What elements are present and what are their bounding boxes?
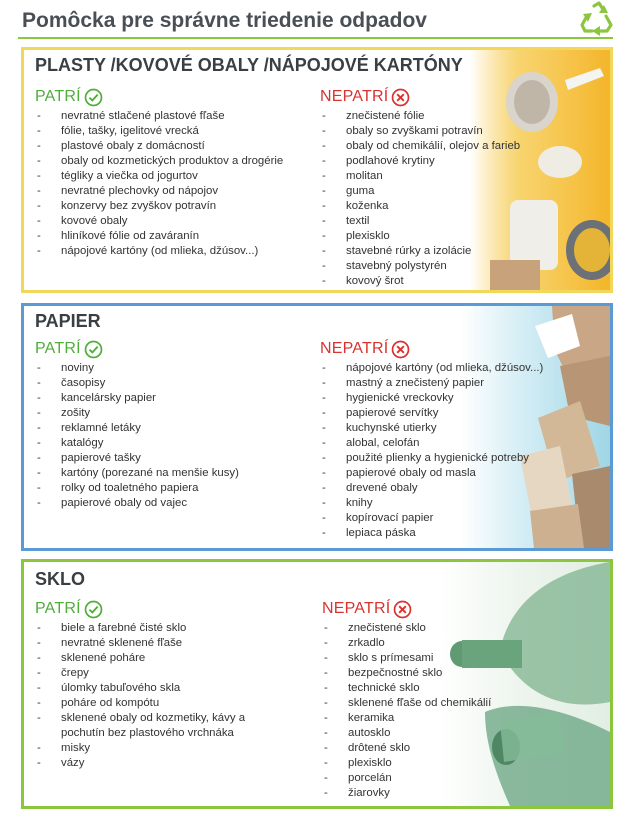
list-item: - biele a farebné čisté sklo: [35, 621, 265, 636]
section-glass: [21, 559, 613, 809]
list-item: - nápojové kartóny (od mlieka, džúsov...): [320, 361, 543, 376]
not-belongs-column: [322, 598, 491, 801]
not-belongs-list: [320, 109, 520, 289]
list-item: - keramika: [322, 711, 491, 726]
list-item: - katalógy: [35, 436, 239, 451]
x-circle-icon: [391, 88, 410, 107]
list-item: - kuchynské utierky: [320, 421, 543, 436]
list-item: - lepiaca páska: [320, 526, 543, 541]
check-circle-icon: [84, 340, 103, 359]
list-item: - použité plienky a hygienické potreby: [320, 451, 543, 466]
belongs-column: [35, 86, 283, 259]
list-item: - časopisy: [35, 376, 239, 391]
list-item: - molitan: [320, 169, 520, 184]
list-item: - nevratné plechovky od nápojov: [35, 184, 283, 199]
list-item: - knihy: [320, 496, 543, 511]
list-item: - obaly od chemikálií, olejov a farieb: [320, 139, 520, 154]
list-item: - podlahové krytiny: [320, 154, 520, 169]
recycle-icon: [578, 0, 618, 38]
not-belongs-label: [320, 86, 520, 108]
belongs-label: [35, 86, 283, 108]
list-item: - kovový šrot: [320, 274, 520, 289]
header-divider: [18, 37, 613, 39]
list-item: - plexisklo: [320, 229, 520, 244]
belongs-column: [35, 338, 239, 511]
list-item: - obaly od kozmetických produktov a drogérie: [35, 154, 283, 169]
list-item: - textil: [320, 214, 520, 229]
list-item: - rolky od toaletného papiera: [35, 481, 239, 496]
list-item: - plastové obaly z domácností: [35, 139, 283, 154]
list-item: - črepy: [35, 666, 265, 681]
list-item: - kancelársky papier: [35, 391, 239, 406]
not-belongs-list: [322, 621, 491, 801]
list-item: - stavebné rúrky a izolácie: [320, 244, 520, 259]
list-item: - konzervy bez zvyškov potravín: [35, 199, 283, 214]
list-item: - sklenené poháre: [35, 651, 265, 666]
list-item: - stavebný polystyrén: [320, 259, 520, 274]
x-circle-icon: [391, 340, 410, 359]
belongs-label: [35, 338, 239, 360]
list-item: - misky: [35, 741, 265, 756]
not-belongs-label-text: NEPATRÍ: [320, 88, 389, 105]
list-item: - papierové tašky: [35, 451, 239, 466]
list-item: - porcelán: [322, 771, 491, 786]
list-item: - znečistené sklo: [322, 621, 491, 636]
belongs-list: [35, 621, 265, 771]
list-item: - znečistené fólie: [320, 109, 520, 124]
list-item: - sklo s prímesami: [322, 651, 491, 666]
list-item: - mastný a znečistený papier: [320, 376, 543, 391]
list-item: - kartóny (porezané na menšie kusy): [35, 466, 239, 481]
list-item: - hliníkové fólie od zaváranín: [35, 229, 283, 244]
list-item: - papierové obaly od vajec: [35, 496, 239, 511]
list-item: - tégliky a viečka od jogurtov: [35, 169, 283, 184]
x-circle-icon: [393, 600, 412, 619]
not-belongs-column: [320, 86, 520, 289]
list-item: - bezpečnostné sklo: [322, 666, 491, 681]
list-item: - plexisklo: [322, 756, 491, 771]
list-item: - drôtené sklo: [322, 741, 491, 756]
list-item: - úlomky tabuľového skla: [35, 681, 265, 696]
list-item: - noviny: [35, 361, 239, 376]
check-circle-icon: [84, 88, 103, 107]
section-paper: [21, 303, 613, 551]
list-item: - alobal, celofán: [320, 436, 543, 451]
list-item: - kovové obaly: [35, 214, 283, 229]
list-item: - technické sklo: [322, 681, 491, 696]
not-belongs-label-text: NEPATRÍ: [322, 600, 391, 617]
list-item: - koženka: [320, 199, 520, 214]
list-item: - papierové servítky: [320, 406, 543, 421]
not-belongs-label-text: NEPATRÍ: [320, 340, 389, 357]
belongs-list: [35, 361, 239, 511]
page-header: [18, 6, 618, 40]
list-item: - fólie, tašky, igelitové vrecká: [35, 124, 283, 139]
section-plastics: [21, 47, 613, 293]
list-item: - autosklo: [322, 726, 491, 741]
list-item: - zrkadlo: [322, 636, 491, 651]
section-title: SKLO: [35, 569, 86, 589]
list-item: - zošity: [35, 406, 239, 421]
list-item: - hygienické vreckovky: [320, 391, 543, 406]
section-title: PLASTY /KOVOVÉ OBALY /NÁPOJOVÉ KARTÓNY: [35, 55, 463, 75]
belongs-column: [35, 598, 265, 771]
list-item: - žiarovky: [322, 786, 491, 801]
list-item: - vázy: [35, 756, 265, 771]
list-item: - nevratné stlačené plastové fľaše: [35, 109, 283, 124]
belongs-label: [35, 598, 265, 620]
not-belongs-label: [320, 338, 543, 360]
list-item: - reklamné letáky: [35, 421, 239, 436]
section-title: PAPIER: [35, 311, 101, 331]
belongs-label-text: PATRÍ: [35, 600, 81, 617]
list-item: - kopírovací papier: [320, 511, 543, 526]
list-item: - nevratné sklenené fľaše: [35, 636, 265, 651]
page-title: Pomôcka pre správne triedenie odpadov: [22, 9, 427, 32]
list-item: - poháre od kompótu: [35, 696, 265, 711]
belongs-list: [35, 109, 283, 259]
list-item: - papierové obaly od masla: [320, 466, 543, 481]
not-belongs-label: [322, 598, 491, 620]
check-circle-icon: [84, 600, 103, 619]
list-item: - guma: [320, 184, 520, 199]
list-item: - nápojové kartóny (od mlieka, džúsov...): [35, 244, 283, 259]
list-item: - obaly so zvyškami potravín: [320, 124, 520, 139]
belongs-label-text: PATRÍ: [35, 340, 81, 357]
list-item: - sklenené fľaše od chemikálií: [322, 696, 491, 711]
list-item: - sklenené obaly od kozmetiky, kávy a pochutín bez plastového vrchnáka: [35, 711, 265, 741]
not-belongs-list: [320, 361, 543, 541]
belongs-label-text: PATRÍ: [35, 88, 81, 105]
not-belongs-column: [320, 338, 543, 541]
list-item: - drevené obaly: [320, 481, 543, 496]
